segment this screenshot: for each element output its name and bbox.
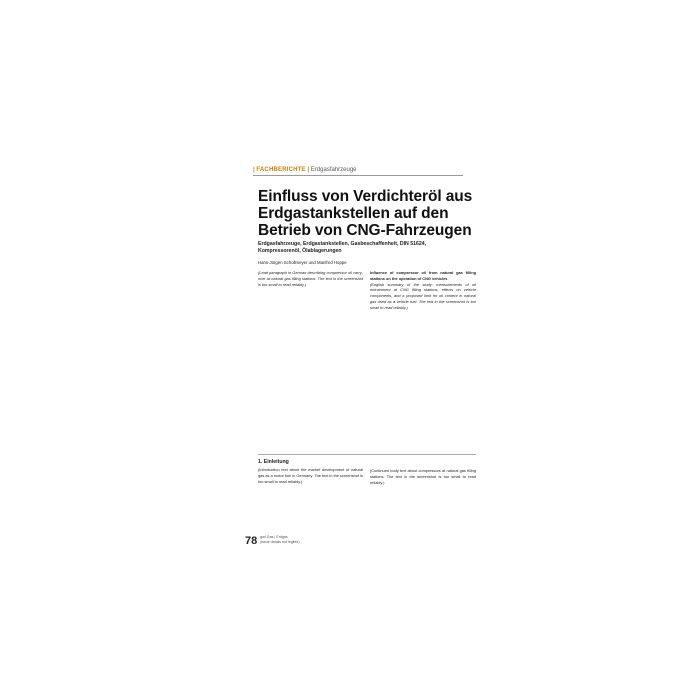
journal-line-1: gwf-Gas | Erdgas bbox=[260, 535, 288, 539]
abstract-english-title: Influence of compressor oil from natural gas filling stations on the operation of CNG vehicles bbox=[370, 270, 476, 281]
body-column-2-text: (Continued body text about compressors at natural gas filling stations. The text in the screenshot is too small to read reliably.) bbox=[370, 468, 476, 485]
header-bar-mid: | bbox=[307, 167, 310, 173]
authors: Hans-Jürgen Schollmeyer und Manfred Hoppe bbox=[258, 260, 347, 265]
abstract-english-text: (English summary of the study: measurements of oil entrainment at CNG filling stations, effects on vehicle components, and a proposed limit for oil content in natural gas used as a vehicle fuel. The text in the screenshot is too small to read reliably.) bbox=[370, 281, 476, 310]
journal-line-2: (issue details not legible) bbox=[260, 540, 300, 544]
body-column-1-text: (Introduction text about the market development of natural gas as a motor fuel in Germany. The text in the screenshot is too small to read reliably.) bbox=[258, 467, 363, 484]
body-column-1 bbox=[258, 459, 363, 484]
section-divider bbox=[258, 454, 476, 455]
journal-footer bbox=[260, 535, 340, 545]
abstract-german bbox=[258, 270, 363, 287]
section-label: FACHBERICHTE bbox=[256, 167, 306, 173]
body-column-2 bbox=[370, 468, 476, 485]
abstract-english bbox=[370, 270, 476, 311]
subsection-label: Erdgasfahrzeuge bbox=[310, 167, 357, 173]
section-header bbox=[253, 165, 463, 175]
abstract-german-text: (Lead paragraph in German describing compressor oil carry-over at natural gas filling stations. The text in the screenshot is too small to read reliably.) bbox=[258, 270, 363, 287]
header-bar-left: | bbox=[253, 167, 255, 173]
page-number: 78 bbox=[245, 535, 258, 547]
article-title: Einfluss von Verdichteröl aus Erdgastankstellen auf den Betrieb von CNG-Fahrzeugen bbox=[258, 188, 473, 239]
keywords: Erdgasfahrzeuge, Erdgastankstellen, Gasbeschaffenheit, DIN 51624, Kompressorenöl, Ölablagerungen bbox=[258, 241, 427, 254]
header-rule bbox=[253, 175, 463, 176]
section-heading: 1. Einleitung bbox=[258, 459, 289, 465]
